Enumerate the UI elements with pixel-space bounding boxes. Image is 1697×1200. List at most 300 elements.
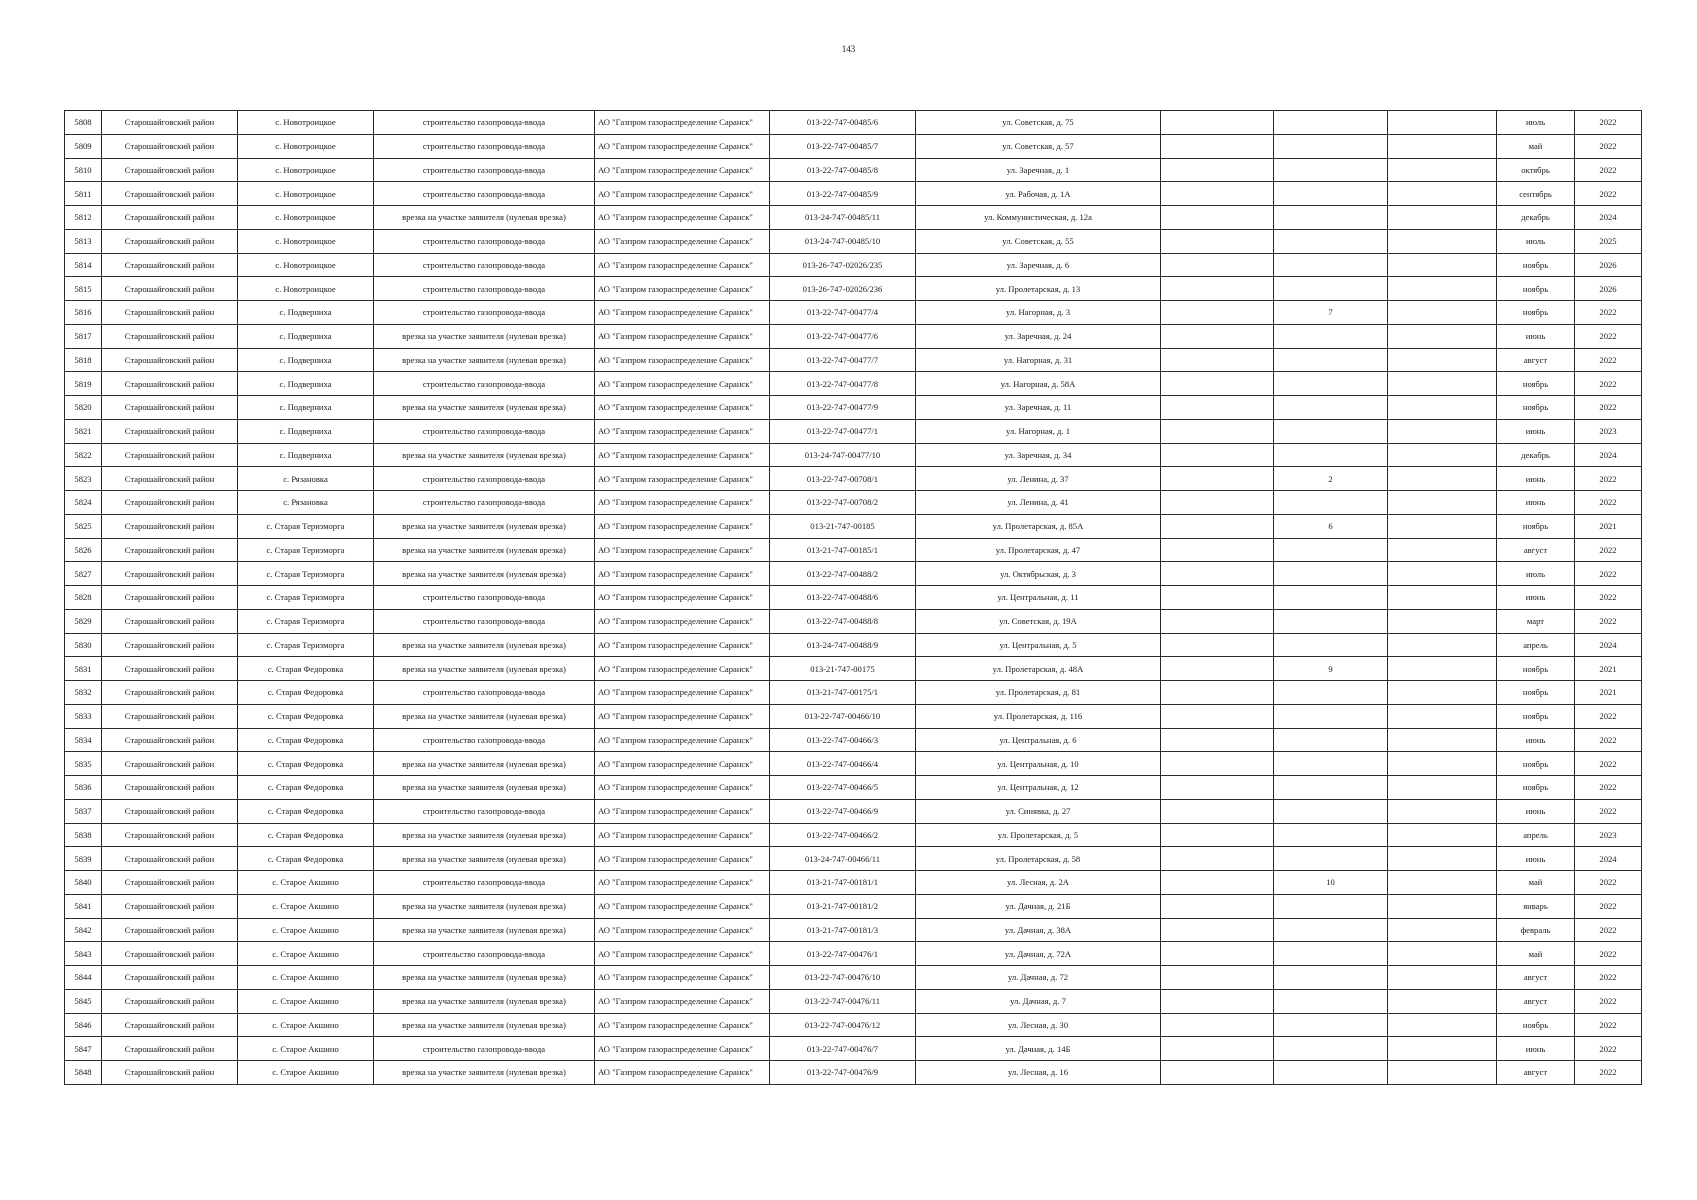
count-cell (1274, 681, 1388, 705)
district-cell: Старошайговский район (102, 728, 238, 752)
settlement-cell: с. Новотроицкое (238, 111, 374, 135)
table-row (65, 942, 1642, 966)
work-type-cell: строительство газопровода-ввода (374, 681, 595, 705)
work-type-cell: строительство газопровода-ввода (374, 301, 595, 325)
application-number-cell: 013-22-747-00488/2 (770, 562, 916, 586)
month-cell: февраль (1497, 918, 1575, 942)
organization-cell: АО "Газпром газораспределение Саранск" (595, 894, 770, 918)
count-cell (1274, 586, 1388, 610)
settlement-cell: с. Старое Акшино (238, 1061, 374, 1085)
district-cell: Старошайговский район (102, 704, 238, 728)
organization-cell: АО "Газпром газораспределение Саранск" (595, 1013, 770, 1037)
row-number-cell: 5840 (65, 871, 102, 895)
empty-cell-a (1161, 277, 1274, 301)
district-cell: Старошайговский район (102, 253, 238, 277)
empty-cell-b (1388, 894, 1497, 918)
year-cell: 2022 (1575, 324, 1642, 348)
settlement-cell: с. Подверниха (238, 324, 374, 348)
address-cell: ул. Центральная, д. 6 (916, 728, 1161, 752)
empty-cell-b (1388, 657, 1497, 681)
organization-cell: АО "Газпром газораспределение Саранск" (595, 419, 770, 443)
empty-cell-b (1388, 586, 1497, 610)
empty-cell-b (1388, 229, 1497, 253)
district-cell: Старошайговский район (102, 538, 238, 562)
district-cell: Старошайговский район (102, 847, 238, 871)
count-cell (1274, 324, 1388, 348)
district-cell: Старошайговский район (102, 1037, 238, 1061)
work-type-cell: врезка на участке заявителя (нулевая врезка) (374, 396, 595, 420)
settlement-cell: с. Старая Федоровка (238, 799, 374, 823)
address-cell: ул. Пролетарская, д. 116 (916, 704, 1161, 728)
work-type-cell: строительство газопровода-ввода (374, 134, 595, 158)
application-number-cell: 013-24-747-00485/11 (770, 206, 916, 230)
month-cell: октябрь (1497, 158, 1575, 182)
count-cell (1274, 728, 1388, 752)
year-cell: 2021 (1575, 514, 1642, 538)
application-number-cell: 013-22-747-00485/7 (770, 134, 916, 158)
empty-cell-a (1161, 206, 1274, 230)
district-cell: Старошайговский район (102, 1013, 238, 1037)
address-cell: ул. Лесная, д. 2А (916, 871, 1161, 895)
row-number-cell: 5846 (65, 1013, 102, 1037)
address-cell: ул. Советская, д. 55 (916, 229, 1161, 253)
application-number-cell: 013-22-747-00488/6 (770, 586, 916, 610)
row-number-cell: 5818 (65, 348, 102, 372)
district-cell: Старошайговский район (102, 823, 238, 847)
year-cell: 2023 (1575, 419, 1642, 443)
count-cell (1274, 348, 1388, 372)
address-cell: ул. Лесная, д. 16 (916, 1061, 1161, 1085)
organization-cell: АО "Газпром газораспределение Саранск" (595, 443, 770, 467)
organization-cell: АО "Газпром газораспределение Саранск" (595, 989, 770, 1013)
organization-cell: АО "Газпром газораспределение Саранск" (595, 396, 770, 420)
empty-cell-b (1388, 348, 1497, 372)
month-cell: август (1497, 966, 1575, 990)
application-number-cell: 013-22-747-00477/6 (770, 324, 916, 348)
year-cell: 2021 (1575, 657, 1642, 681)
organization-cell: АО "Газпром газораспределение Саранск" (595, 277, 770, 301)
application-number-cell: 013-26-747-02026/236 (770, 277, 916, 301)
table-row (65, 134, 1642, 158)
application-number-cell: 013-21-747-00185/1 (770, 538, 916, 562)
address-cell: ул. Дачная, д. 38А (916, 918, 1161, 942)
month-cell: июнь (1497, 467, 1575, 491)
work-type-cell: строительство газопровода-ввода (374, 419, 595, 443)
row-number-cell: 5828 (65, 586, 102, 610)
month-cell: июнь (1497, 586, 1575, 610)
year-cell: 2022 (1575, 562, 1642, 586)
count-cell (1274, 538, 1388, 562)
address-cell: ул. Заречная, д. 11 (916, 396, 1161, 420)
count-cell: 10 (1274, 871, 1388, 895)
district-cell: Старошайговский район (102, 134, 238, 158)
application-number-cell: 013-22-747-00476/9 (770, 1061, 916, 1085)
district-cell: Старошайговский район (102, 491, 238, 515)
district-cell: Старошайговский район (102, 752, 238, 776)
district-cell: Старошайговский район (102, 657, 238, 681)
month-cell: сентябрь (1497, 182, 1575, 206)
empty-cell-a (1161, 894, 1274, 918)
empty-cell-b (1388, 609, 1497, 633)
count-cell (1274, 1061, 1388, 1085)
table-row (65, 443, 1642, 467)
district-cell: Старошайговский район (102, 277, 238, 301)
work-type-cell: врезка на участке заявителя (нулевая врезка) (374, 823, 595, 847)
organization-cell: АО "Газпром газораспределение Саранск" (595, 158, 770, 182)
application-number-cell: 013-22-747-00708/2 (770, 491, 916, 515)
organization-cell: АО "Газпром газораспределение Саранск" (595, 111, 770, 135)
empty-cell-b (1388, 752, 1497, 776)
address-cell: ул. Советская, д. 19А (916, 609, 1161, 633)
empty-cell-b (1388, 989, 1497, 1013)
year-cell: 2022 (1575, 1037, 1642, 1061)
address-cell: ул. Дачная, д. 72А (916, 942, 1161, 966)
settlement-cell: с. Подверниха (238, 443, 374, 467)
year-cell: 2024 (1575, 443, 1642, 467)
application-number-cell: 013-22-747-00477/9 (770, 396, 916, 420)
empty-cell-b (1388, 111, 1497, 135)
organization-cell: АО "Газпром газораспределение Саранск" (595, 776, 770, 800)
table-body (65, 111, 1642, 1085)
month-cell: август (1497, 989, 1575, 1013)
month-cell: июнь (1497, 728, 1575, 752)
table-row (65, 158, 1642, 182)
row-number-cell: 5832 (65, 681, 102, 705)
address-cell: ул. Центральная, д. 11 (916, 586, 1161, 610)
table-row (65, 324, 1642, 348)
table-row (65, 776, 1642, 800)
empty-cell-a (1161, 134, 1274, 158)
table-row (65, 253, 1642, 277)
row-number-cell: 5821 (65, 419, 102, 443)
row-number-cell: 5833 (65, 704, 102, 728)
month-cell: июнь (1497, 799, 1575, 823)
application-number-cell: 013-24-747-00466/11 (770, 847, 916, 871)
empty-cell-a (1161, 1013, 1274, 1037)
address-cell: ул. Центральная, д. 10 (916, 752, 1161, 776)
settlement-cell: с. Рязановка (238, 467, 374, 491)
empty-cell-b (1388, 681, 1497, 705)
address-cell: ул. Пролетарская, д. 47 (916, 538, 1161, 562)
address-cell: ул. Синявка, д. 27 (916, 799, 1161, 823)
empty-cell-b (1388, 942, 1497, 966)
address-cell: ул. Дачная, д. 7 (916, 989, 1161, 1013)
empty-cell-a (1161, 514, 1274, 538)
table-row (65, 182, 1642, 206)
address-cell: ул. Советская, д. 57 (916, 134, 1161, 158)
year-cell: 2024 (1575, 633, 1642, 657)
empty-cell-a (1161, 609, 1274, 633)
settlement-cell: с. Старое Акшино (238, 989, 374, 1013)
settlement-cell: с. Новотроицкое (238, 277, 374, 301)
year-cell: 2022 (1575, 752, 1642, 776)
empty-cell-b (1388, 277, 1497, 301)
work-type-cell: строительство газопровода-ввода (374, 182, 595, 206)
year-cell: 2024 (1575, 847, 1642, 871)
application-number-cell: 013-21-747-00181/3 (770, 918, 916, 942)
year-cell: 2022 (1575, 704, 1642, 728)
organization-cell: АО "Газпром газораспределение Саранск" (595, 871, 770, 895)
empty-cell-b (1388, 419, 1497, 443)
month-cell: июнь (1497, 847, 1575, 871)
district-cell: Старошайговский район (102, 372, 238, 396)
table-row (65, 966, 1642, 990)
organization-cell: АО "Газпром газораспределение Саранск" (595, 253, 770, 277)
empty-cell-a (1161, 633, 1274, 657)
count-cell (1274, 918, 1388, 942)
organization-cell: АО "Газпром газораспределение Саранск" (595, 134, 770, 158)
row-number-cell: 5848 (65, 1061, 102, 1085)
empty-cell-b (1388, 396, 1497, 420)
settlement-cell: с. Старое Акшино (238, 942, 374, 966)
empty-cell-a (1161, 348, 1274, 372)
address-cell: ул. Нагорная, д. 31 (916, 348, 1161, 372)
row-number-cell: 5817 (65, 324, 102, 348)
year-cell: 2022 (1575, 348, 1642, 372)
empty-cell-b (1388, 514, 1497, 538)
district-cell: Старошайговский район (102, 609, 238, 633)
settlement-cell: с. Старая Федоровка (238, 657, 374, 681)
address-cell: ул. Заречная, д. 6 (916, 253, 1161, 277)
year-cell: 2022 (1575, 586, 1642, 610)
page-number: 143 (841, 44, 856, 54)
district-cell: Старошайговский район (102, 918, 238, 942)
application-number-cell: 013-22-747-00466/4 (770, 752, 916, 776)
work-type-cell: врезка на участке заявителя (нулевая врезка) (374, 206, 595, 230)
application-number-cell: 013-22-747-00485/8 (770, 158, 916, 182)
application-number-cell: 013-22-747-00466/3 (770, 728, 916, 752)
row-number-cell: 5847 (65, 1037, 102, 1061)
year-cell: 2024 (1575, 206, 1642, 230)
settlement-cell: с. Старое Акшино (238, 966, 374, 990)
empty-cell-a (1161, 182, 1274, 206)
work-type-cell: врезка на участке заявителя (нулевая врезка) (374, 633, 595, 657)
empty-cell-b (1388, 728, 1497, 752)
district-cell: Старошайговский район (102, 396, 238, 420)
year-cell: 2022 (1575, 966, 1642, 990)
settlement-cell: с. Старое Акшино (238, 894, 374, 918)
organization-cell: АО "Газпром газораспределение Саранск" (595, 752, 770, 776)
organization-cell: АО "Газпром газораспределение Саранск" (595, 586, 770, 610)
count-cell (1274, 989, 1388, 1013)
count-cell (1274, 277, 1388, 301)
empty-cell-a (1161, 918, 1274, 942)
month-cell: июнь (1497, 491, 1575, 515)
work-type-cell: врезка на участке заявителя (нулевая врезка) (374, 1061, 595, 1085)
count-cell (1274, 206, 1388, 230)
table-row (65, 301, 1642, 325)
empty-cell-a (1161, 1061, 1274, 1085)
registry-table (64, 110, 1642, 1085)
year-cell: 2022 (1575, 918, 1642, 942)
table-row (65, 894, 1642, 918)
work-type-cell: врезка на участке заявителя (нулевая врезка) (374, 989, 595, 1013)
work-type-cell: строительство газопровода-ввода (374, 467, 595, 491)
district-cell: Старошайговский район (102, 467, 238, 491)
settlement-cell: с. Старая Федоровка (238, 681, 374, 705)
month-cell: ноябрь (1497, 277, 1575, 301)
row-number-cell: 5810 (65, 158, 102, 182)
empty-cell-b (1388, 467, 1497, 491)
application-number-cell: 013-22-747-00476/11 (770, 989, 916, 1013)
settlement-cell: с. Старая Теризморга (238, 586, 374, 610)
application-number-cell: 013-22-747-00477/1 (770, 419, 916, 443)
year-cell: 2022 (1575, 776, 1642, 800)
table-row (65, 206, 1642, 230)
table-row (65, 586, 1642, 610)
row-number-cell: 5809 (65, 134, 102, 158)
count-cell (1274, 111, 1388, 135)
address-cell: ул. Нагорная, д. 3 (916, 301, 1161, 325)
work-type-cell: врезка на участке заявителя (нулевая врезка) (374, 894, 595, 918)
district-cell: Старошайговский район (102, 799, 238, 823)
organization-cell: АО "Газпром газораспределение Саранск" (595, 799, 770, 823)
address-cell: ул. Дачная, д. 14Б (916, 1037, 1161, 1061)
organization-cell: АО "Газпром газораспределение Саранск" (595, 206, 770, 230)
address-cell: ул. Заречная, д. 34 (916, 443, 1161, 467)
empty-cell-b (1388, 562, 1497, 586)
year-cell: 2022 (1575, 396, 1642, 420)
district-cell: Старошайговский район (102, 966, 238, 990)
organization-cell: АО "Газпром газораспределение Саранск" (595, 229, 770, 253)
settlement-cell: с. Подверниха (238, 396, 374, 420)
month-cell: май (1497, 942, 1575, 966)
work-type-cell: врезка на участке заявителя (нулевая врезка) (374, 514, 595, 538)
table-row (65, 728, 1642, 752)
empty-cell-a (1161, 847, 1274, 871)
year-cell: 2022 (1575, 301, 1642, 325)
work-type-cell: врезка на участке заявителя (нулевая врезка) (374, 657, 595, 681)
empty-cell-b (1388, 491, 1497, 515)
settlement-cell: с. Старое Акшино (238, 918, 374, 942)
table-row (65, 823, 1642, 847)
empty-cell-a (1161, 491, 1274, 515)
organization-cell: АО "Газпром газораспределение Саранск" (595, 823, 770, 847)
organization-cell: АО "Газпром газораспределение Саранск" (595, 1037, 770, 1061)
application-number-cell: 013-22-747-00476/7 (770, 1037, 916, 1061)
work-type-cell: строительство газопровода-ввода (374, 942, 595, 966)
work-type-cell: врезка на участке заявителя (нулевая врезка) (374, 1013, 595, 1037)
application-number-cell: 013-22-747-00466/10 (770, 704, 916, 728)
settlement-cell: с. Старое Акшино (238, 1013, 374, 1037)
empty-cell-b (1388, 158, 1497, 182)
empty-cell-b (1388, 823, 1497, 847)
month-cell: ноябрь (1497, 1013, 1575, 1037)
district-cell: Старошайговский район (102, 562, 238, 586)
settlement-cell: с. Подверниха (238, 348, 374, 372)
settlement-cell: с. Новотроицкое (238, 158, 374, 182)
work-type-cell: строительство газопровода-ввода (374, 491, 595, 515)
year-cell: 2022 (1575, 1013, 1642, 1037)
empty-cell-a (1161, 657, 1274, 681)
settlement-cell: с. Старая Федоровка (238, 823, 374, 847)
month-cell: июнь (1497, 419, 1575, 443)
table-row (65, 111, 1642, 135)
address-cell: ул. Пролетарская, д. 48А (916, 657, 1161, 681)
empty-cell-a (1161, 966, 1274, 990)
count-cell: 6 (1274, 514, 1388, 538)
organization-cell: АО "Газпром газораспределение Саранск" (595, 491, 770, 515)
settlement-cell: с. Старая Теризморга (238, 514, 374, 538)
table-row (65, 562, 1642, 586)
table-row (65, 989, 1642, 1013)
empty-cell-b (1388, 301, 1497, 325)
address-cell: ул. Пролетарская, д. 13 (916, 277, 1161, 301)
empty-cell-a (1161, 372, 1274, 396)
month-cell: ноябрь (1497, 301, 1575, 325)
row-number-cell: 5845 (65, 989, 102, 1013)
year-cell: 2022 (1575, 942, 1642, 966)
count-cell (1274, 491, 1388, 515)
work-type-cell: строительство газопровода-ввода (374, 229, 595, 253)
organization-cell: АО "Газпром газораспределение Саранск" (595, 918, 770, 942)
organization-cell: АО "Газпром газораспределение Саранск" (595, 942, 770, 966)
work-type-cell: врезка на участке заявителя (нулевая врезка) (374, 562, 595, 586)
table-row (65, 657, 1642, 681)
month-cell: июнь (1497, 324, 1575, 348)
empty-cell-a (1161, 776, 1274, 800)
application-number-cell: 013-22-747-00485/6 (770, 111, 916, 135)
organization-cell: АО "Газпром газораспределение Саранск" (595, 301, 770, 325)
empty-cell-a (1161, 111, 1274, 135)
district-cell: Старошайговский район (102, 514, 238, 538)
month-cell: ноябрь (1497, 372, 1575, 396)
application-number-cell: 013-24-747-00477/10 (770, 443, 916, 467)
count-cell (1274, 134, 1388, 158)
month-cell: июль (1497, 562, 1575, 586)
count-cell (1274, 847, 1388, 871)
address-cell: ул. Пролетарская, д. 81 (916, 681, 1161, 705)
row-number-cell: 5816 (65, 301, 102, 325)
district-cell: Старошайговский район (102, 942, 238, 966)
work-type-cell: строительство газопровода-ввода (374, 871, 595, 895)
district-cell: Старошайговский район (102, 1061, 238, 1085)
application-number-cell: 013-22-747-00477/4 (770, 301, 916, 325)
empty-cell-a (1161, 253, 1274, 277)
count-cell (1274, 158, 1388, 182)
month-cell: май (1497, 871, 1575, 895)
address-cell: ул. Ленина, д. 37 (916, 467, 1161, 491)
empty-cell-b (1388, 847, 1497, 871)
row-number-cell: 5826 (65, 538, 102, 562)
settlement-cell: с. Подверниха (238, 301, 374, 325)
month-cell: ноябрь (1497, 681, 1575, 705)
district-cell: Старошайговский район (102, 206, 238, 230)
count-cell (1274, 704, 1388, 728)
empty-cell-a (1161, 586, 1274, 610)
settlement-cell: с. Подверниха (238, 419, 374, 443)
settlement-cell: с. Старая Федоровка (238, 752, 374, 776)
year-cell: 2022 (1575, 1061, 1642, 1085)
year-cell: 2022 (1575, 728, 1642, 752)
application-number-cell: 013-22-747-00466/5 (770, 776, 916, 800)
count-cell (1274, 942, 1388, 966)
year-cell: 2022 (1575, 799, 1642, 823)
address-cell: ул. Лесная, д. 30 (916, 1013, 1161, 1037)
organization-cell: АО "Газпром газораспределение Саранск" (595, 657, 770, 681)
row-number-cell: 5844 (65, 966, 102, 990)
year-cell: 2022 (1575, 538, 1642, 562)
empty-cell-a (1161, 538, 1274, 562)
month-cell: ноябрь (1497, 704, 1575, 728)
table-row (65, 609, 1642, 633)
work-type-cell: врезка на участке заявителя (нулевая врезка) (374, 324, 595, 348)
table-row (65, 871, 1642, 895)
settlement-cell: с. Старое Акшино (238, 1037, 374, 1061)
district-cell: Старошайговский район (102, 324, 238, 348)
table-row (65, 396, 1642, 420)
settlement-cell: с. Новотроицкое (238, 229, 374, 253)
